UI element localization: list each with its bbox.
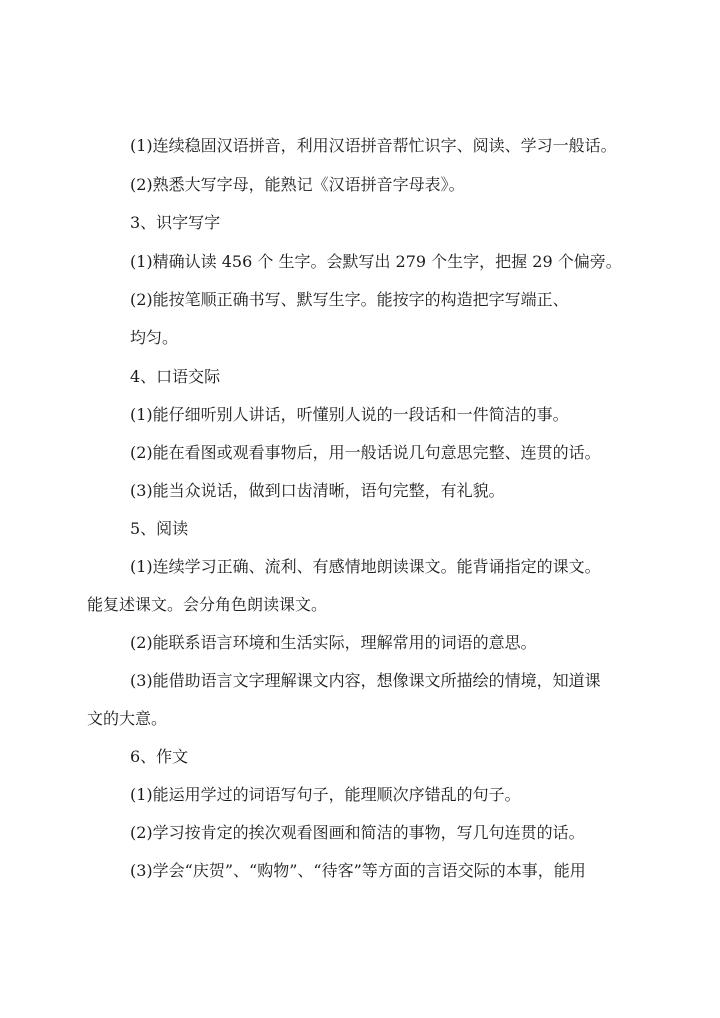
paragraph-literacy-2: (2)能按笔顺正确书写、默写生字。能按字的构造把字写端正、 <box>130 290 569 309</box>
paragraph-writing-3: (3)学会“庆贺”、“购物”、“待客”等方面的言语交际的本事，能用 <box>130 861 586 880</box>
paragraph-writing-2: (2)学习按肯定的挨次观看图画和简洁的事物，写几句连贯的话。 <box>130 823 585 842</box>
paragraph-writing-1: (1)能运用学过的词语写句子，能理顺次序错乱的句子。 <box>130 785 521 804</box>
paragraph-reading-2: (2)能联系语言环境和生活实际，理解常用的词语的意思。 <box>130 633 537 652</box>
section-heading-literacy: 3、识字写字 <box>130 213 221 232</box>
paragraph-reading-1-cont: 能复述课文。会分角色朗读课文。 <box>87 595 328 614</box>
section-heading-oral: 4、口语交际 <box>130 367 221 386</box>
paragraph-reading-1: (1)连续学习正确、流利、有感情地朗读课文。能背诵指定的课文。 <box>130 557 601 576</box>
section-heading-reading: 5、阅读 <box>130 519 189 538</box>
paragraph-literacy-1: (1)精确认读 456 个 生字。会默写出 279 个生字，把握 29 个偏旁。 <box>130 252 622 271</box>
paragraph-oral-1: (1)能仔细听别人讲话，听懂别人说的一段话和一件简洁的事。 <box>130 405 569 424</box>
paragraph-pinyin-2: (2)熟悉大写字母，能熟记《汉语拼音字母表》。 <box>130 175 465 194</box>
paragraph-literacy-2-cont: 均匀。 <box>130 328 179 347</box>
section-heading-writing: 6、作文 <box>130 747 189 766</box>
paragraph-reading-3-cont: 文的大意。 <box>87 709 168 728</box>
paragraph-oral-2: (2)能在看图或观看事物后，用一般话说几句意思完整、连贯的话。 <box>130 443 601 462</box>
paragraph-reading-3: (3)能借助语言文字理解课文内容，想像课文所描绘的情境，知道课 <box>130 671 601 690</box>
paragraph-pinyin-1: (1)连续稳固汉语拼音，利用汉语拼音帮忙识字、阅读、学习一般话。 <box>130 136 617 155</box>
paragraph-oral-3: (3)能当众说话，做到口齿清晰，语句完整，有礼貌。 <box>130 481 505 500</box>
